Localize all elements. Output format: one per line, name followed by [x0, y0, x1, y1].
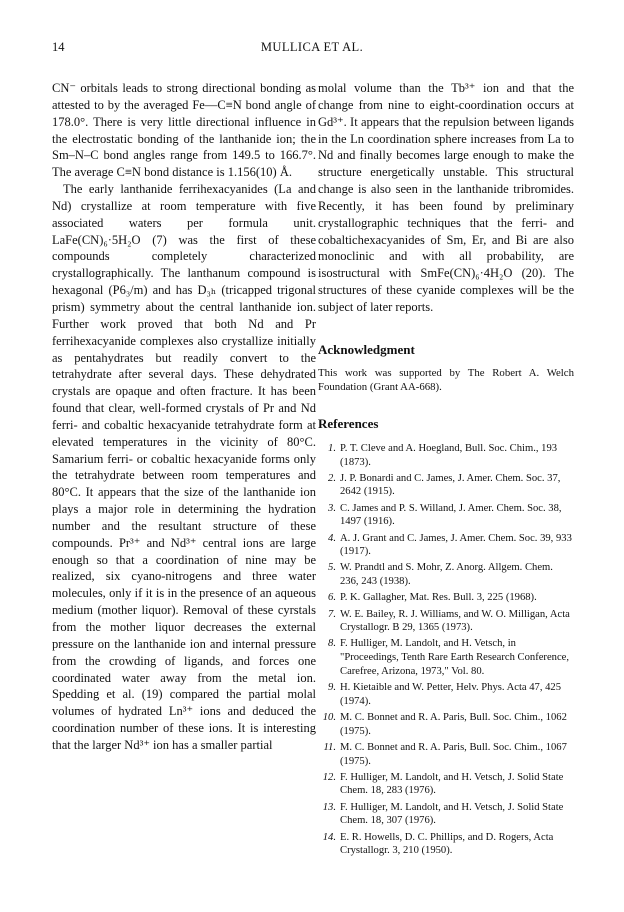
reference-number: 7.	[328, 608, 336, 620]
reference-text: P. T. Cleve and A. Hoegland, Bull. Soc. Chim., 193 (1873).	[340, 442, 558, 468]
reference-item	[318, 472, 574, 499]
running-head: MULLICA ET AL.	[260, 40, 364, 54]
reference-number: 9.	[328, 682, 336, 694]
reference-item	[318, 831, 574, 858]
reference-item	[318, 711, 574, 738]
reference-text: M. C. Bonnet and R. A. Paris, Bull. Soc. Chim., 1067 (1975).	[340, 741, 567, 767]
body-paragraph-2: The early lanthanide ferrihexacyanides (La and Nd) crystallize at room temperature with five associated waters per formula unit. LaFe(CN)₆·5H₂O (7) was the first of these compounds completely characterized crystallographically. The lanthanum compound is hexagonal (P6₃/m) and has D₃ₕ (tricapped trigonal prism) symmetry about the central lanthanide ion. Further work proved that both Nd and Pr ferrihexacyanide complexes also crystallize initially as pentahydrates but readily convert to the tetrahydrate after several days. These dehydrated crystals are opaque and often fracture. It has been found that clear, well-formed crystals of Pr and Nd ferri- and cobaltic hexacyanide tetrahydrate form at elevated temperatures in the vicinity of 80°C. Samarium ferri- or cobaltic hexacyanide forms only the tetrahydrate between room temperatures and 80°C. It appears that the size of the lanthanide ion plays a major role in determining the hydration number and the resultant structure of these compounds. Pr³⁺ and Nd³⁺ central ions are large enough so that a coordination of nine may be realized, six cyano-nitrogens and three water molecules, only if it is in the presence of an aqueous medium (mother liquor). Removal of these cyrstals from the mother liquor decreases the external pressure on the lanthanide ion and internal pressure from the crowding of ligands, and forces one coordinated water away from the metal ion. Spedding et al. (19) compared the partial molal volumes of hydrated Ln³⁺ ions and deduced the coordination number of these ions. It is interesting that the larger Nd³⁺ ion has a smaller partial	[52, 182, 316, 752]
reference-text: H. Kietaible and W. Petter, Helv. Phys. Acta 47, 425 (1974).	[340, 682, 562, 707]
reference-item	[318, 801, 574, 828]
reference-item	[318, 681, 574, 708]
reference-item	[318, 561, 574, 588]
reference-text: C. James and P. S. Willand, J. Amer. Chem. Soc. 38, 1497 (1916).	[340, 502, 562, 528]
reference-number: 6.	[328, 592, 336, 604]
reference-item	[318, 502, 574, 529]
references-list	[318, 442, 574, 858]
reference-item	[318, 637, 574, 678]
reference-text: J. P. Bonardi and C. James, J. Amer. Chem. Soc. 37, 2642 (1915).	[340, 472, 561, 498]
reference-number: 8.	[328, 638, 336, 650]
reference-number: 1.	[328, 442, 336, 454]
reference-item	[318, 608, 574, 635]
reference-text: F. Hulliger, M. Landolt, and H. Vetsch, J. Solid State Chem. 18, 307 (1976).	[340, 801, 564, 827]
reference-item	[318, 532, 574, 559]
reference-number: 11.	[323, 741, 336, 753]
reference-text: A. J. Grant and C. James, J. Amer. Chem. Soc. 39, 933 (1917).	[340, 532, 572, 558]
reference-text: E. R. Howells, D. C. Phillips, and D. Rogers, Acta Crystallogr. 3, 210 (1950).	[340, 831, 554, 857]
reference-item	[318, 741, 574, 768]
reference-item	[318, 771, 574, 798]
reference-text: W. Prandtl and S. Mohr, Z. Anorg. Allgem. Chem. 236, 243 (1938).	[340, 562, 553, 588]
body-paragraph-3: molal volume than the Tb³⁺ ion and that the change from nine to eight-coordination occurs at Gd³⁺. It appears that the repulsion between ligands in the Ln coordination sphere increases from La to Nd and finally becomes large enough to make the structure energetically unstable. This structural change is also seen in the lanthanide tribromides. Recently, it has been found by preliminary crystallographic techniques that the ferri- and cobaltichexacyanides of Sm, Er, and Bi are also monoclinic and with all probability, are isostructural with SmFe(CN)₆·4H₂O (20). The structures of these cyanide complexes will be the subject of later reports.	[318, 81, 574, 314]
reference-item	[318, 591, 574, 605]
page-header	[52, 40, 572, 58]
reference-number: 14.	[322, 831, 336, 843]
reference-number: 2.	[328, 472, 336, 484]
reference-number: 13.	[322, 801, 336, 813]
right-column	[318, 80, 574, 861]
reference-text: W. E. Bailey, R. J. Williams, and W. O. Milligan, Acta Crystallogr. B 29, 1365 (1973).	[340, 608, 570, 634]
reference-text: F. Hulliger, M. Landolt, and H. Vetsch, in "Proceedings, Tenth Rare Earth Research Conference, Carefree, Arizona, 1973," Vol. 80.	[340, 638, 570, 677]
reference-item	[318, 442, 574, 469]
left-column	[52, 80, 316, 754]
reference-number: 4.	[328, 532, 336, 544]
reference-number: 5.	[328, 562, 336, 574]
reference-number: 10.	[322, 711, 336, 723]
reference-text: M. C. Bonnet and R. A. Paris, Bull. Soc. Chim., 1062 (1975).	[340, 711, 567, 737]
acknowledgment-heading: Acknowledgment	[318, 341, 415, 357]
references-heading: References	[318, 415, 379, 431]
reference-text: P. K. Gallagher, Mat. Res. Bull. 3, 225 (1968).	[340, 592, 537, 604]
acknowledgment-text: This work was supported by The Robert A. Welch Foundation (Grant AA-668).	[318, 366, 574, 393]
reference-number: 3.	[328, 502, 336, 514]
reference-number: 12.	[322, 771, 336, 783]
page-number: 14	[52, 40, 65, 54]
body-paragraph-1: CN⁻ orbitals leads to strong directional bonding as attested to by the averaged Fe—C≡N bond angle of 178.0°. There is very little directional influence in the electrostatic bonding of the lanthanide ion; the Sm–N–C bond angles range from 149.5 to 166.7°. The average C≡N bond distance is 1.156(10) Å.	[52, 81, 316, 180]
reference-text: F. Hulliger, M. Landolt, and H. Vetsch, J. Solid State Chem. 18, 283 (1976).	[340, 771, 564, 797]
